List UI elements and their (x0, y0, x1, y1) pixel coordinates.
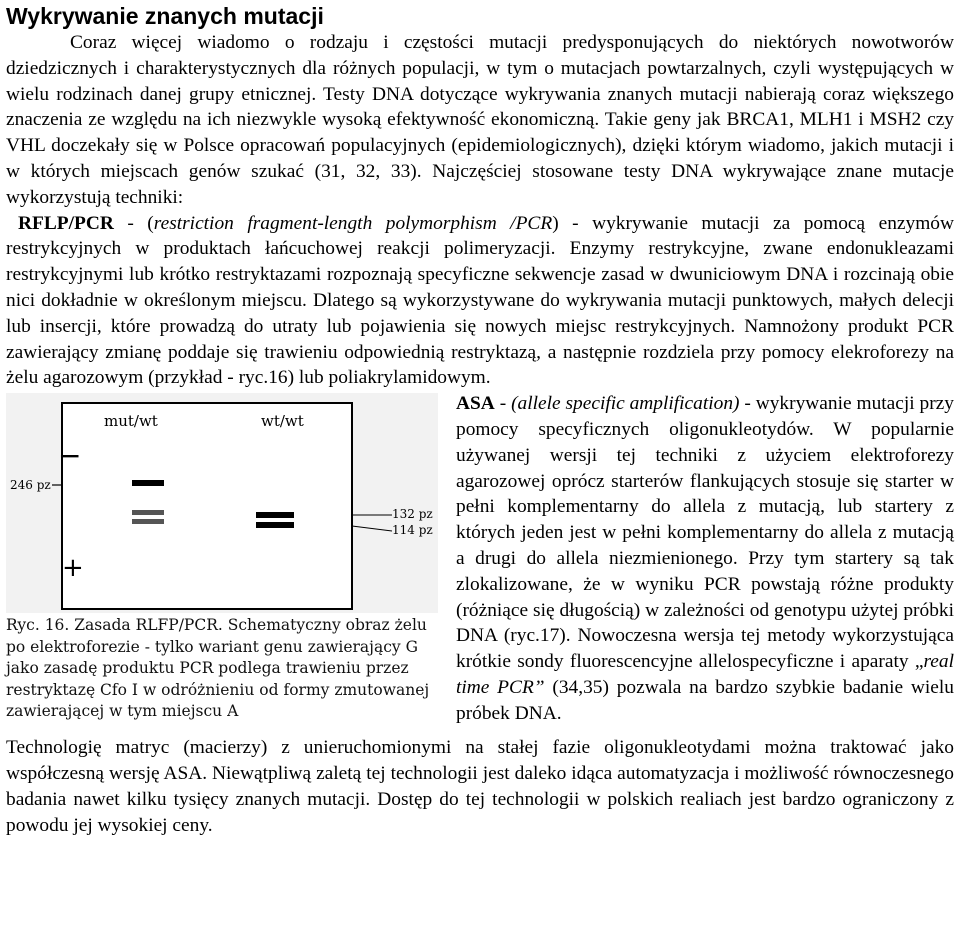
document-page (6, 0, 954, 838)
marker-114-label: 114 pz (392, 523, 433, 538)
gel-diagram (6, 393, 438, 613)
asa-expansion: (allele specific amplification) (511, 393, 740, 415)
band-114-lane2 (256, 522, 294, 528)
asa-body-1: - wykrywanie mutacji przy pomocy specyficznych oligonukleotydów. W popularnie używanej wersji tej techniki z użyciem elektroforezy agarozowej oprócz starterów flankujących stosuje się starter w pełni komplementarny do allela z mutacją, lub startery z których jeden jest w pełni komplementarny do allela z mutacją a drugi do allela niezmienionego. Przy tym startery są tak zlokalizowane, że w wyniku PCR powstają różne produkty (różniące się długością) w zależności od genotypu użytej próbki DNA (ryc.17). Nowoczesna wersja tej metody wykorzystująca krótkie sondy fluorescencyjne allelospecyficzne i aparaty „ (456, 393, 954, 673)
minus-sign: − (58, 439, 82, 473)
closing-paragraph: Technologię matryc (macierzy) z unieruchomionymi na stałej fazie oligonukleotydami można traktować jako współczesną wersję ASA. Niewątpliwą zaletą tej technologii jest daleko idąca automatyzacja i możliwość równoczesnego badania nawet kilku tysięcy znanych mutacji. Dostęp do tej technologii w polskich realiach jest bardzo ograniczony z powodu jej wysokiej ceny. (6, 737, 954, 836)
rflp-body: ) - wykrywanie mutacji za pomocą enzymów restrykcyjnych w produktach łańcuchowej reakcji polimeryzacji. Enzymy restrykcyjne, zwane endonukleazami restrykcyjnymi lub krótko restryktazami rozpoznają specyficzne sekwencje zasad w dwuniciowym DNA i rozcinają obie nici dokładnie w określonym miejscu. Dlatego są wykorzystywane do wykrywania mutacji punktowych, małych delecji lub insercji, które prowadzą do utraty lub pojawienia się nowych miejsc restrykcyjnych. Namnożony produkt PCR zawierający zmianę poddaje się trawieniu odpowiednią restryktazą, a następnie rozdziela przy pomocy elekroforezy na żelu agarozowym (przykład - ryc.16) lub poliakrylamidowym. (6, 212, 954, 389)
marker-246-label: 246 pz (10, 478, 51, 493)
gel-frame (62, 403, 352, 609)
asa-section (6, 391, 954, 735)
band-246-lane1 (132, 480, 164, 486)
figure-caption: Ryc. 16. Zasada RLFP/PCR. Schematyczny obraz żelu po elektroforezie - tylko wariant genu zawierający G jako zasadę produktu PCR podlega trawieniu przez restryktazę Cfo I w odróżnieniu od formy zmutowanej zawierającej w tym miejscu A (6, 616, 430, 721)
rflp-paragraph (6, 211, 954, 392)
lane1-label: mut/wt (104, 412, 158, 431)
asa-body-2: (34,35) pozwala na bardzo szybkie badanie wielu próbek DNA. (456, 676, 954, 724)
band-132-lane1 (132, 510, 164, 515)
lane2-label: wt/wt (261, 412, 304, 431)
asa-term: ASA (456, 393, 495, 415)
intro-paragraph: Coraz więcej wiadomo o rodzaju i częstości mutacji predysponujących do niektórych nowotworów dziedzicznych i charakterystycznych dla różnych populacji, w tym o mutacjach powtarzalnych, czyli występujących w wielu rodzinach danej grupy etnicznej. Testy DNA dotyczące wykrywania znanych mutacji nabierają coraz większego znaczenia ze względu na ich niezwykle wysoką efektywność ekonomiczną. Takie geny jak BRCA1, MLH1 i MSH2 czy VHL doczekały się w Polsce opracowań populacyjnych (epidemiologicznych), dzięki którym wiadomo, jakich mutacji i w których miejscach genów szukać (31, 32, 33). Najczęściej stosowane testy DNA wykrywające znane mutacje wykorzystują techniki: (6, 32, 954, 208)
plus-sign: + (62, 553, 84, 584)
asa-dash: - (494, 393, 512, 415)
rflp-term: RFLP/PCR (18, 212, 114, 234)
gel-image (6, 393, 438, 613)
marker-132-label: 132 pz (392, 507, 433, 522)
marker-114-tick (352, 526, 392, 531)
asa-realtime: real time PCR” (456, 651, 954, 698)
figure-16 (6, 393, 438, 731)
page-title: Wykrywanie znanych mutacji (6, 3, 324, 29)
rflp-expansion: restriction fragment-length polymorphism /PCR (153, 212, 553, 234)
band-132-lane2 (256, 512, 294, 518)
band-114-lane1 (132, 519, 164, 524)
rflp-dash: - ( (113, 212, 154, 234)
